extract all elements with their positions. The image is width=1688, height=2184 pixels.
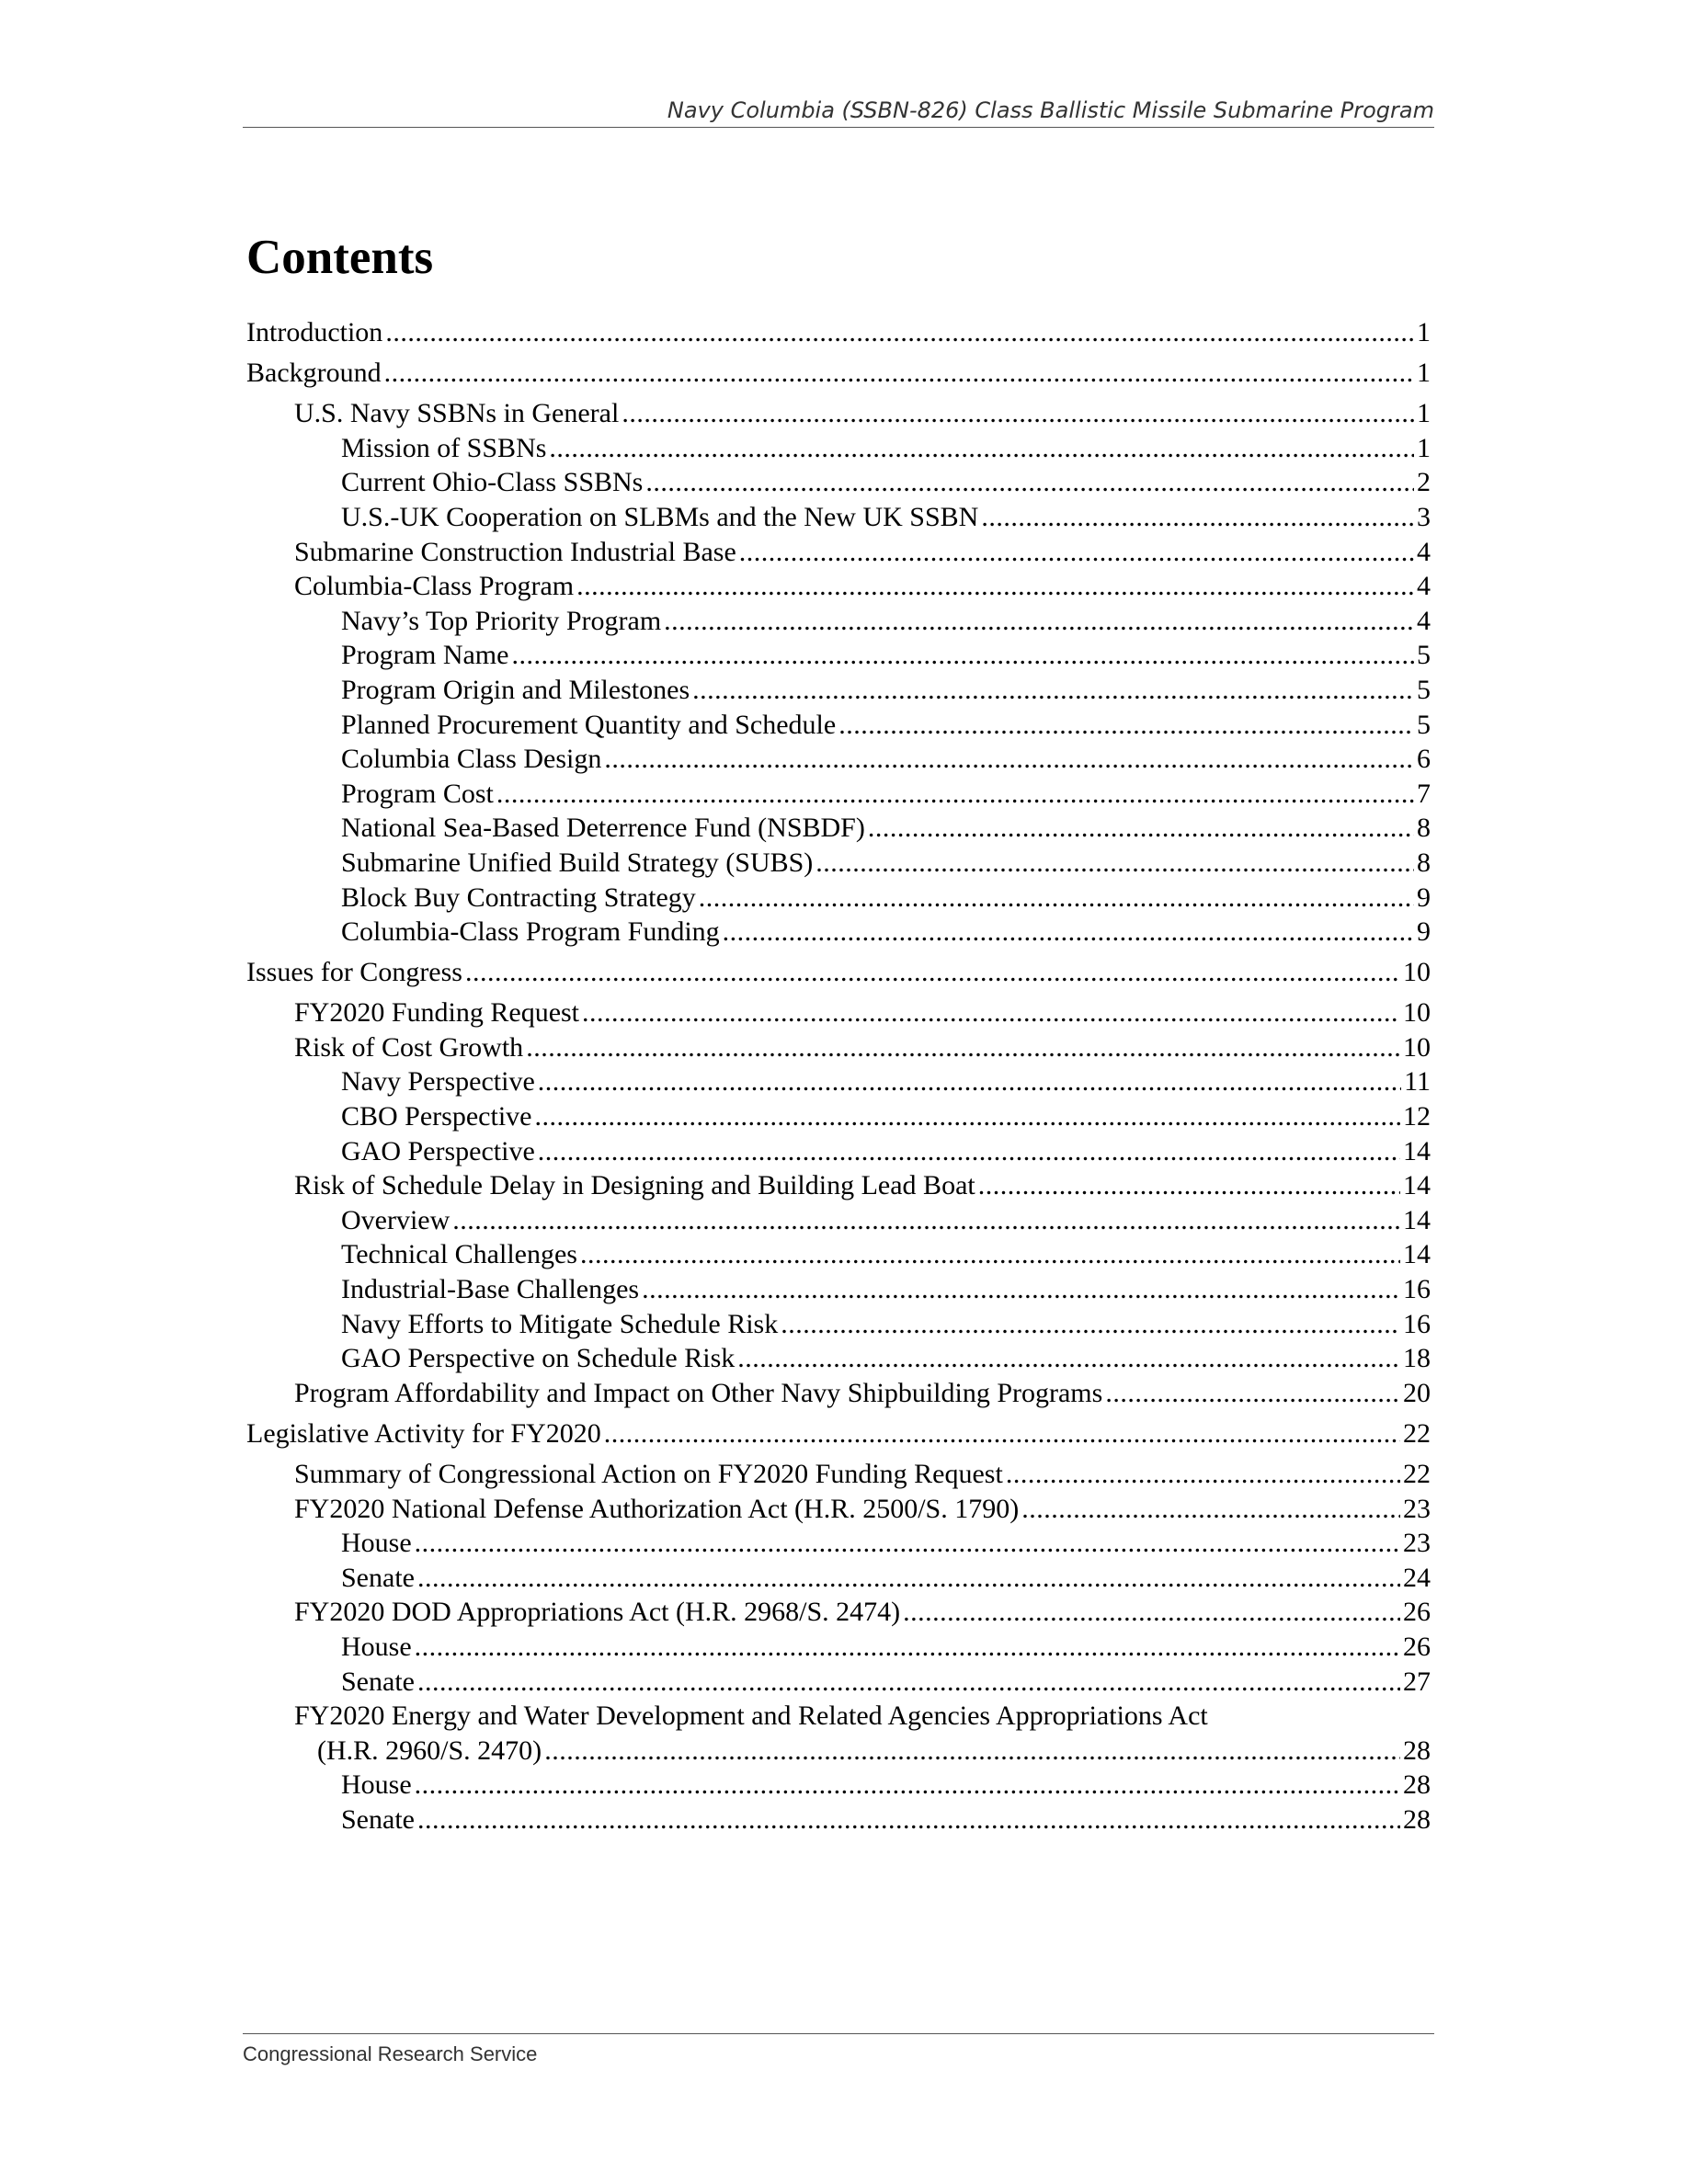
toc-entry-title: Senate <box>341 1562 415 1593</box>
toc-entry[interactable] <box>246 1665 1431 1700</box>
toc-entry[interactable] <box>246 1272 1431 1307</box>
toc-entry-title: House <box>341 1631 412 1662</box>
toc-entry-title: Program Cost <box>341 778 494 809</box>
toc-entry-title: Introduction <box>246 317 383 347</box>
toc-entry-title: Navy’s Top Priority Program <box>341 605 662 636</box>
toc-entry-page: 10 <box>1403 1031 1431 1063</box>
toc-entry-title: Current Ohio-Class SSBNs <box>341 467 644 498</box>
toc-entry[interactable] <box>246 356 1431 391</box>
toc-entry-page: 28 <box>1403 1769 1431 1801</box>
dot-leader <box>981 500 1414 535</box>
dot-leader <box>415 1768 1400 1803</box>
toc-entry-page: 20 <box>1403 1377 1431 1408</box>
toc-entry[interactable] <box>246 315 1431 350</box>
dot-leader <box>580 1237 1400 1272</box>
toc-entry[interactable] <box>246 535 1431 570</box>
toc-entry[interactable] <box>246 500 1431 535</box>
toc-entry-title: CBO Perspective <box>341 1101 532 1132</box>
toc-entry-title: Senate <box>341 1666 415 1697</box>
toc-entry[interactable] <box>246 1630 1431 1665</box>
toc-entry[interactable] <box>246 1492 1431 1527</box>
toc-entry[interactable] <box>246 846 1431 881</box>
dot-leader <box>723 915 1414 950</box>
toc-entry[interactable] <box>246 1699 1431 1734</box>
toc-entry[interactable] <box>246 995 1431 1030</box>
dot-leader <box>582 995 1400 1030</box>
toc-entry[interactable] <box>246 673 1431 708</box>
toc-entry-page: 18 <box>1403 1343 1431 1374</box>
table-of-contents <box>246 315 1431 1837</box>
toc-entry-title: Risk of Cost Growth <box>294 1031 524 1063</box>
toc-entry[interactable] <box>246 1134 1431 1169</box>
toc-entry-title: GAO Perspective on Schedule Risk <box>341 1343 736 1374</box>
dot-leader <box>496 777 1414 812</box>
toc-entry-page: 14 <box>1403 1204 1431 1235</box>
toc-entry-page: 4 <box>1417 605 1431 636</box>
dot-leader <box>868 811 1414 846</box>
dot-leader <box>664 604 1414 639</box>
dot-leader <box>417 1803 1400 1837</box>
toc-entry-title: Block Buy Contracting Strategy <box>341 882 696 913</box>
dot-leader <box>452 1203 1400 1238</box>
toc-entry-title: U.S. Navy SSBNs in General <box>294 398 620 429</box>
dot-leader <box>622 396 1414 431</box>
toc-entry[interactable] <box>246 1416 1431 1451</box>
toc-entry[interactable] <box>246 604 1431 639</box>
dot-leader <box>384 356 1414 391</box>
toc-entry[interactable] <box>246 1526 1431 1561</box>
toc-entry-title: Summary of Congressional Action on FY2020 Funding Request <box>294 1459 1003 1489</box>
toc-entry[interactable] <box>246 1203 1431 1238</box>
toc-entry-page: 16 <box>1403 1308 1431 1339</box>
toc-entry-title: Navy Efforts to Mitigate Schedule Risk <box>341 1308 779 1339</box>
toc-entry-page: 5 <box>1417 640 1431 671</box>
toc-entry-page: 1 <box>1417 358 1431 389</box>
toc-entry-title: Issues for Congress <box>246 957 462 988</box>
toc-entry-page: 5 <box>1417 674 1431 705</box>
toc-entry[interactable] <box>246 396 1431 431</box>
toc-entry-page: 4 <box>1417 536 1431 567</box>
dot-leader <box>415 1630 1400 1665</box>
dot-leader <box>978 1168 1400 1203</box>
toc-entry[interactable] <box>246 638 1431 673</box>
toc-entry[interactable] <box>246 955 1431 990</box>
dot-leader <box>534 1099 1400 1134</box>
dot-leader <box>645 465 1414 500</box>
toc-entry-page: 23 <box>1403 1528 1431 1559</box>
toc-entry-page: 5 <box>1417 709 1431 740</box>
toc-entry[interactable] <box>246 881 1431 916</box>
toc-entry-title: National Sea-Based Deterrence Fund (NSBDF) <box>341 813 865 844</box>
toc-entry[interactable] <box>246 1099 1431 1134</box>
running-footer: Congressional Research Service <box>243 2033 1434 2067</box>
dot-leader <box>538 1134 1400 1169</box>
dot-leader <box>815 846 1414 881</box>
toc-entry-title: Planned Procurement Quantity and Schedule <box>341 709 837 740</box>
toc-entry-page: 22 <box>1403 1459 1431 1489</box>
toc-entry[interactable] <box>246 465 1431 500</box>
dot-leader <box>739 535 1414 570</box>
toc-title: Contents <box>246 231 434 284</box>
dot-leader <box>604 1416 1400 1451</box>
toc-entry-page: 27 <box>1403 1666 1431 1697</box>
dot-leader <box>385 315 1414 350</box>
toc-entry-title: Program Name <box>341 640 509 671</box>
toc-entry-title: U.S.-UK Cooperation on SLBMs and the New UK SSBN <box>341 501 979 532</box>
toc-entry-title: GAO Perspective <box>341 1135 535 1166</box>
toc-entry-page: 1 <box>1417 398 1431 429</box>
toc-entry-page: 4 <box>1417 571 1431 602</box>
toc-entry[interactable] <box>246 431 1431 466</box>
toc-entry-page: 28 <box>1403 1735 1431 1766</box>
toc-entry-page: 2 <box>1417 467 1431 498</box>
toc-entry-title: House <box>341 1769 412 1801</box>
dot-leader <box>1006 1457 1400 1492</box>
toc-entry-title: Industrial-Base Challenges <box>341 1274 640 1305</box>
toc-entry[interactable] <box>246 569 1431 604</box>
dot-leader <box>604 742 1414 777</box>
toc-entry-title: Legislative Activity for FY2020 <box>246 1417 601 1449</box>
dot-leader <box>544 1734 1400 1769</box>
toc-entry-page: 14 <box>1403 1170 1431 1201</box>
toc-entry-page: 9 <box>1417 882 1431 913</box>
toc-entry-title: Overview <box>341 1204 451 1235</box>
toc-entry-page: 14 <box>1403 1239 1431 1270</box>
toc-entry[interactable] <box>246 1803 1431 1837</box>
toc-entry-page: 10 <box>1403 997 1431 1029</box>
toc-entry[interactable] <box>246 1307 1431 1342</box>
dot-leader <box>642 1272 1400 1307</box>
toc-entry-page: 8 <box>1417 847 1431 878</box>
toc-entry-page: 8 <box>1417 813 1431 844</box>
toc-entry-page: 22 <box>1403 1417 1431 1449</box>
toc-entry-page: 6 <box>1417 744 1431 775</box>
dot-leader <box>417 1561 1400 1596</box>
toc-entry-page: 24 <box>1403 1562 1431 1593</box>
toc-entry[interactable] <box>246 777 1431 812</box>
dot-leader <box>903 1595 1400 1630</box>
dot-leader <box>1021 1492 1400 1527</box>
toc-entry[interactable] <box>246 1561 1431 1596</box>
dot-leader <box>838 708 1414 743</box>
toc-entry[interactable] <box>246 1237 1431 1272</box>
dot-leader <box>692 673 1414 708</box>
dot-leader <box>737 1341 1400 1376</box>
toc-entry-title: Technical Challenges <box>341 1239 577 1270</box>
toc-entry-title: Senate <box>341 1803 415 1835</box>
toc-entry[interactable] <box>246 1595 1431 1630</box>
dot-leader <box>576 569 1414 604</box>
toc-entry-title: (H.R. 2960/S. 2470) <box>317 1735 542 1766</box>
toc-entry-title: Risk of Schedule Delay in Designing and Building Lead Boat <box>294 1170 975 1201</box>
dot-leader <box>526 1030 1400 1065</box>
toc-entry-page: 28 <box>1403 1803 1431 1835</box>
toc-entry-title: Columbia Class Design <box>341 744 602 775</box>
toc-entry-title: FY2020 National Defense Authorization Act (H.R. 2500/S. 1790) <box>294 1493 1020 1524</box>
toc-entry[interactable] <box>246 1768 1431 1803</box>
toc-entry[interactable] <box>246 811 1431 846</box>
toc-entry-title: Columbia-Class Program Funding <box>341 916 720 948</box>
toc-entry-title: Mission of SSBNs <box>341 432 547 463</box>
toc-entry-page: 7 <box>1417 778 1431 809</box>
dot-leader <box>511 638 1414 673</box>
toc-entry[interactable] <box>246 1168 1431 1203</box>
toc-entry[interactable] <box>246 1341 1431 1376</box>
dot-leader <box>549 431 1414 466</box>
dot-leader <box>781 1307 1400 1342</box>
toc-entry-title: Submarine Construction Industrial Base <box>294 536 736 567</box>
toc-entry-page: 23 <box>1403 1493 1431 1524</box>
toc-entry-title: FY2020 Funding Request <box>294 997 580 1029</box>
toc-entry-title: Navy Perspective <box>341 1066 535 1098</box>
toc-entry-page: 26 <box>1403 1597 1431 1628</box>
toc-entry[interactable] <box>246 1457 1431 1492</box>
toc-entry-title: FY2020 DOD Appropriations Act (H.R. 2968/S. 2474) <box>294 1597 901 1628</box>
toc-entry-page: 10 <box>1403 957 1431 988</box>
toc-entry[interactable] <box>246 1064 1431 1099</box>
toc-entry-title: Program Origin and Milestones <box>341 674 690 705</box>
toc-entry-page: 3 <box>1417 501 1431 532</box>
toc-entry-page: 16 <box>1403 1274 1431 1305</box>
toc-entry-title: House <box>341 1528 412 1559</box>
toc-entry-page: 1 <box>1417 432 1431 463</box>
dot-leader <box>538 1064 1401 1099</box>
toc-entry-title: Background <box>246 358 382 389</box>
toc-entry-page: 14 <box>1403 1135 1431 1166</box>
toc-entry-page: 11 <box>1404 1066 1431 1098</box>
toc-entry[interactable] <box>246 1376 1431 1411</box>
dot-leader <box>415 1526 1400 1561</box>
toc-entry-page: 1 <box>1417 317 1431 347</box>
toc-entry[interactable] <box>246 915 1431 950</box>
toc-entry-title: Program Affordability and Impact on Other Navy Shipbuilding Programs <box>294 1377 1103 1408</box>
toc-entry[interactable] <box>246 1030 1431 1065</box>
dot-leader <box>1105 1376 1400 1411</box>
toc-entry-title: FY2020 Energy and Water Development and Related Agencies Appropriations Act <box>294 1701 1208 1732</box>
toc-entry-page: 9 <box>1417 916 1431 948</box>
toc-entry-page: 12 <box>1403 1101 1431 1132</box>
toc-entry[interactable] <box>246 742 1431 777</box>
running-header: Navy Columbia (SSBN-826) Class Ballistic Missile Submarine Program <box>243 96 1434 128</box>
dot-leader <box>417 1665 1400 1700</box>
dot-leader <box>699 881 1414 916</box>
toc-entry-continuation[interactable] <box>246 1734 1431 1769</box>
toc-entry-page: 26 <box>1403 1631 1431 1662</box>
toc-entry[interactable] <box>246 708 1431 743</box>
toc-entry-title: Columbia-Class Program <box>294 571 575 602</box>
toc-entry-title: Submarine Unified Build Strategy (SUBS) <box>341 847 814 878</box>
dot-leader <box>465 955 1400 990</box>
